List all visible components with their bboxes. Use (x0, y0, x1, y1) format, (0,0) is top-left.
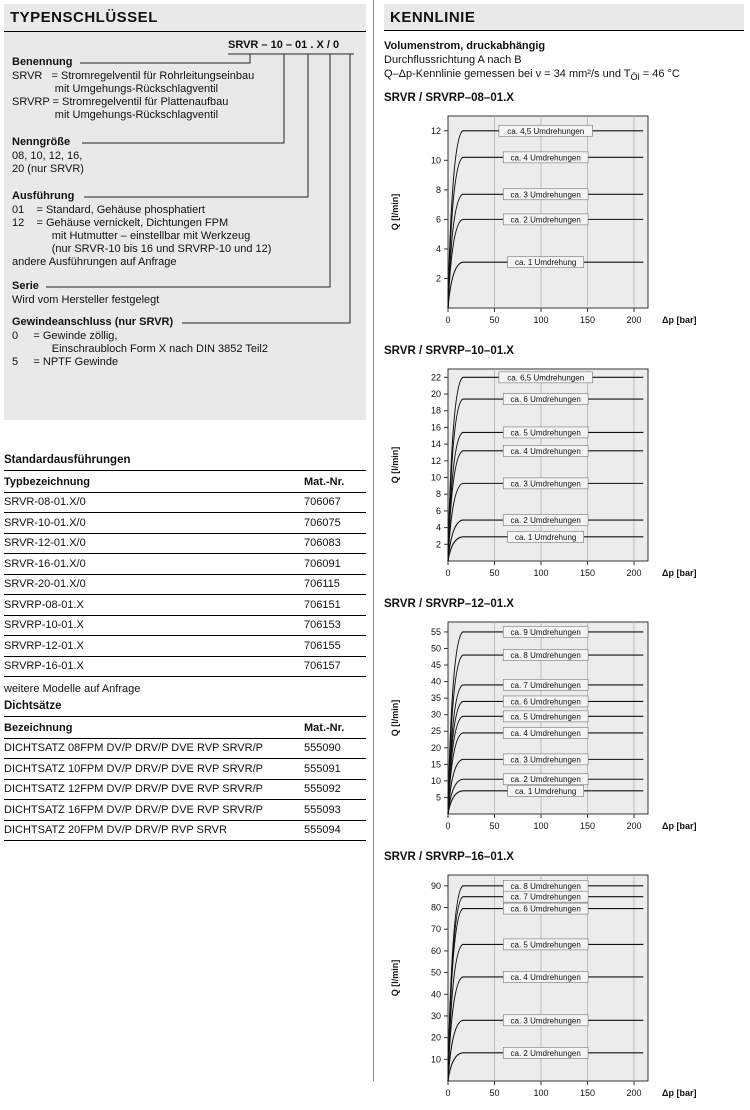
section-line: 5 = NPTF Gewinde (12, 356, 119, 368)
y-tick-label: 30 (430, 1011, 441, 1022)
cell-matnr: 706115 (304, 578, 340, 591)
y-tick-label: 40 (430, 676, 441, 687)
table-row (4, 636, 366, 657)
curve-label: ca. 3 Umdrehungen (510, 1016, 581, 1026)
cell-designation: SRVR-08-01.X/0 (4, 496, 86, 509)
table-row (4, 513, 366, 534)
section-heading: Nenngröße (12, 136, 71, 148)
cell-designation: DICHTSATZ 16FPM DV/P DRV/P DVE RVP SRVR/P (4, 803, 263, 816)
cell-matnr: 555090 (304, 742, 341, 755)
y-tick-label: 45 (430, 660, 441, 671)
section-line: andere Ausführungen auf Anfrage (12, 256, 177, 268)
section-line: Wird vom Hersteller festgelegt (12, 294, 160, 306)
table-row (4, 616, 366, 637)
cell-matnr: 555092 (304, 783, 341, 796)
x-tick-label: 200 (626, 315, 642, 326)
y-tick-label: 30 (430, 709, 441, 720)
x-axis-label: Δp [bar] (662, 1088, 697, 1099)
section-line: 01 = Standard, Gehäuse phosphatiert (12, 204, 205, 216)
cell-matnr: 706067 (304, 496, 341, 509)
chart-svg (384, 867, 736, 1105)
table-row (4, 657, 366, 678)
curve-label: ca. 4,5 Umdrehungen (507, 126, 585, 136)
cell-designation: SRVR-16-01.X/0 (4, 557, 86, 570)
y-tick-label: 20 (430, 389, 441, 400)
y-tick-label: 60 (430, 946, 441, 957)
info-measurement-conditions (384, 67, 744, 84)
column-divider (373, 0, 374, 1081)
y-tick-label: 10 (430, 776, 441, 787)
curve-label: ca. 1 Umdrehung (514, 787, 577, 797)
standard-table-footer: weitere Modelle auf Anfrage (4, 683, 141, 695)
column-header-name: Typbezeichnung (4, 475, 90, 488)
chart-block-12 (384, 598, 744, 843)
standard-table (4, 472, 366, 677)
section-line: (nur SRVR-10 bis 16 und SRVRP-10 und 12) (12, 243, 272, 255)
curve-label: ca. 2 Umdrehungen (510, 215, 581, 225)
y-tick-label: 22 (430, 372, 441, 383)
section-line: mit Umgehungs-Rückschlagventil (12, 109, 219, 121)
section-nenngroesse (12, 136, 358, 176)
standard-versions-block (4, 452, 366, 695)
y-tick-label: 10 (430, 155, 441, 166)
cell-designation: SRVR-12-01.X/0 (4, 537, 86, 550)
section-line: mit Umgehungs-Rückschlagventil (12, 83, 219, 95)
y-tick-label: 12 (430, 456, 441, 467)
chart-title: SRVR / SRVRP–16–01.X (384, 851, 514, 864)
cell-designation: SRVR-10-01.X/0 (4, 516, 86, 529)
curve-label: ca. 1 Umdrehung (514, 532, 577, 542)
x-tick-label: 100 (533, 568, 549, 579)
cond-text: Q–Δp-Kennlinie gemessen bei ν = 34 mm²/s und T (384, 68, 631, 80)
chart-title: SRVR / SRVRP–08–01.X (384, 92, 514, 105)
cell-matnr: 706155 (304, 639, 341, 652)
x-tick-label: 0 (445, 821, 451, 832)
x-tick-label: 150 (580, 315, 596, 326)
y-tick-label: 35 (430, 693, 441, 704)
cell-matnr: 555091 (304, 762, 341, 775)
y-tick-label: 70 (430, 924, 441, 935)
cell-matnr: 706153 (304, 619, 341, 632)
curve-label: ca. 5 Umdrehungen (510, 712, 581, 722)
table-row (4, 739, 366, 760)
curve-label: ca. 3 Umdrehungen (510, 755, 581, 765)
cell-matnr: 555094 (304, 824, 341, 837)
curve-label: ca. 6 Umdrehungen (510, 697, 581, 707)
cell-designation: SRVR-20-01.X/0 (4, 578, 86, 591)
cell-matnr: 706075 (304, 516, 341, 529)
section-line: 08, 10, 12, 16, (12, 150, 83, 162)
y-tick-label: 2 (435, 539, 441, 550)
cell-matnr: 706157 (304, 660, 341, 673)
section-heading: Gewindeanschluss (nur SRVR) (12, 316, 174, 328)
section-line: SRVR = Stromregelventil für Rohrleitungseinbau (12, 70, 255, 82)
curve-label: ca. 4 Umdrehungen (510, 446, 581, 456)
x-axis-label: Δp [bar] (662, 821, 697, 832)
column-header-matnr: Mat.-Nr. (304, 475, 345, 488)
table-row (4, 595, 366, 616)
section-line: Einschraubloch Form X nach DIN 3852 Teil2 (12, 343, 268, 355)
plot-area (448, 116, 648, 308)
curve-label: ca. 4 Umdrehungen (510, 973, 581, 983)
curve-label: ca. 3 Umdrehungen (510, 190, 581, 200)
x-axis-label: Δp [bar] (662, 315, 697, 326)
column-header-name: Bezeichnung (4, 721, 73, 734)
cond-text: = 46 °C (639, 68, 680, 80)
chart-canvas-16 (384, 867, 744, 1110)
y-axis-label: Q [l/min] (390, 193, 400, 231)
y-tick-label: 12 (430, 125, 441, 136)
section-ausfuehrung (12, 190, 358, 269)
y-tick-label: 14 (430, 439, 441, 450)
table-row (4, 534, 366, 555)
table-header-row (4, 718, 366, 739)
curve-label: ca. 1 Umdrehung (514, 258, 577, 268)
kennlinie-title: KENNLINIE (384, 4, 744, 31)
chart-block-16 (384, 851, 744, 1110)
x-tick-label: 150 (580, 821, 596, 832)
chart-canvas-12 (384, 614, 744, 843)
kennlinie-info (384, 39, 744, 84)
y-tick-label: 4 (435, 244, 441, 255)
y-tick-label: 5 (435, 792, 441, 803)
curve-label: ca. 2 Umdrehungen (510, 516, 581, 526)
info-subtitle: Volumenstrom, druckabhängig (384, 40, 546, 52)
seal-table-title: Dichtsätze (4, 698, 366, 717)
curve-label: ca. 6,5 Umdrehungen (507, 373, 585, 383)
x-tick-label: 50 (489, 315, 500, 326)
x-tick-label: 200 (626, 821, 642, 832)
chart-title: SRVR / SRVRP–12–01.X (384, 598, 514, 611)
curve-label: ca. 9 Umdrehungen (510, 628, 581, 638)
chart-canvas-10 (384, 361, 744, 590)
x-axis-label: Δp [bar] (662, 568, 697, 579)
y-tick-label: 50 (430, 967, 441, 978)
y-axis-label: Q [l/min] (390, 699, 400, 737)
curve-label: ca. 2 Umdrehungen (510, 1048, 581, 1058)
section-line: 12 = Gehäuse vernickelt, Dichtungen FPM (12, 217, 229, 229)
curve-label: ca. 5 Umdrehungen (510, 940, 581, 950)
y-tick-label: 40 (430, 989, 441, 1000)
section-heading: Serie (12, 280, 39, 292)
x-tick-label: 150 (580, 568, 596, 579)
y-axis-label: Q [l/min] (390, 959, 400, 997)
curve-label: ca. 6 Umdrehungen (510, 395, 581, 405)
table-row (4, 800, 366, 821)
cell-matnr: 706091 (304, 557, 341, 570)
x-tick-label: 50 (489, 568, 500, 579)
y-tick-label: 20 (430, 742, 441, 753)
chart-block-08 (384, 92, 744, 337)
ordering-code: SRVR – 10 – 01 . X / 0 (228, 39, 340, 51)
cell-designation: SRVRP-10-01.X (4, 619, 84, 632)
cell-matnr: 555093 (304, 803, 341, 816)
column-header-matnr: Mat.-Nr. (304, 721, 345, 734)
curve-label: ca. 7 Umdrehungen (510, 681, 581, 691)
type-key-panel (4, 4, 366, 420)
y-tick-label: 18 (430, 405, 441, 416)
y-tick-label: 15 (430, 759, 441, 770)
table-row (4, 575, 366, 596)
cell-designation: DICHTSATZ 12FPM DV/P DRV/P DVE RVP SRVR/P (4, 783, 263, 796)
cell-designation: SRVRP-08-01.X (4, 598, 84, 611)
y-tick-label: 6 (435, 214, 441, 225)
curve-label: ca. 6 Umdrehungen (510, 904, 581, 914)
table-row (4, 780, 366, 801)
x-tick-label: 0 (445, 1088, 451, 1099)
chart-svg (384, 614, 736, 838)
y-tick-label: 6 (435, 506, 441, 517)
type-key-title: TYPENSCHLÜSSEL (10, 9, 158, 26)
y-axis-label: Q [l/min] (390, 446, 400, 484)
standard-table-title: Standardausführungen (4, 452, 366, 471)
section-gewindeanschluss (12, 316, 358, 369)
x-tick-label: 50 (489, 821, 500, 832)
x-tick-label: 150 (580, 1088, 596, 1099)
y-tick-label: 10 (430, 1054, 441, 1065)
y-tick-label: 8 (435, 185, 441, 196)
cell-designation: SRVRP-12-01.X (4, 639, 84, 652)
y-tick-label: 8 (435, 489, 441, 500)
chart-svg (384, 108, 736, 332)
curve-label: ca. 8 Umdrehungen (510, 882, 581, 892)
left-column (4, 4, 366, 1077)
curve-label: ca. 4 Umdrehungen (510, 153, 581, 163)
x-tick-label: 50 (489, 1088, 500, 1099)
cell-matnr: 706151 (304, 598, 341, 611)
section-heading: Benennung (12, 56, 73, 68)
y-tick-label: 10 (430, 472, 441, 483)
table-row (4, 759, 366, 780)
table-row (4, 821, 366, 842)
chart-title: SRVR / SRVRP–10–01.X (384, 345, 514, 358)
x-tick-label: 0 (445, 568, 451, 579)
section-line: SRVRP = Stromregelventil für Plattenaufbau (12, 96, 229, 108)
y-tick-label: 16 (430, 422, 441, 433)
table-row (4, 493, 366, 514)
seal-kits-block (4, 698, 366, 841)
section-heading: Ausführung (12, 190, 75, 202)
info-flow-direction: Durchflussrichtung A nach B (384, 54, 522, 66)
section-line: 0 = Gewinde zöllig, (12, 330, 118, 342)
cell-designation: DICHTSATZ 10FPM DV/P DRV/P DVE RVP SRVR/P (4, 762, 263, 775)
section-serie (12, 280, 358, 307)
y-tick-label: 4 (435, 522, 441, 533)
y-tick-label: 50 (430, 643, 441, 654)
section-line: mit Hutmutter – einstellbar mit Werkzeug (12, 230, 251, 242)
section-benennung (12, 56, 358, 122)
x-tick-label: 200 (626, 568, 642, 579)
title-rule (4, 31, 366, 32)
y-tick-label: 90 (430, 881, 441, 892)
curve-label: ca. 3 Umdrehungen (510, 479, 581, 489)
table-header-row (4, 472, 366, 493)
cell-designation: SRVRP-16-01.X (4, 660, 84, 673)
y-tick-label: 55 (430, 627, 441, 638)
chart-canvas-08 (384, 108, 744, 337)
seal-table (4, 718, 366, 841)
right-column (384, 4, 744, 1110)
section-line: 20 (nur SRVR) (12, 163, 84, 175)
y-tick-label: 2 (435, 273, 441, 284)
chart-block-10 (384, 345, 744, 590)
y-tick-label: 25 (430, 726, 441, 737)
cell-designation: DICHTSATZ 20FPM DV/P DRV/P RVP SRVR (4, 824, 227, 837)
x-tick-label: 0 (445, 315, 451, 326)
chart-svg (384, 361, 736, 585)
y-tick-label: 20 (430, 1032, 441, 1043)
curve-label: ca. 2 Umdrehungen (510, 775, 581, 785)
x-tick-label: 200 (626, 1088, 642, 1099)
x-tick-label: 100 (533, 1088, 549, 1099)
curve-label: ca. 8 Umdrehungen (510, 651, 581, 661)
curve-label: ca. 7 Umdrehungen (510, 892, 581, 902)
table-row (4, 554, 366, 575)
cond-subscript: Öl (630, 72, 640, 83)
y-tick-label: 80 (430, 902, 441, 913)
x-tick-label: 100 (533, 315, 549, 326)
cell-matnr: 706083 (304, 537, 341, 550)
curve-label: ca. 5 Umdrehungen (510, 428, 581, 438)
curve-label: ca. 4 Umdrehungen (510, 729, 581, 739)
x-tick-label: 100 (533, 821, 549, 832)
cell-designation: DICHTSATZ 08FPM DV/P DRV/P DVE RVP SRVR/P (4, 742, 263, 755)
